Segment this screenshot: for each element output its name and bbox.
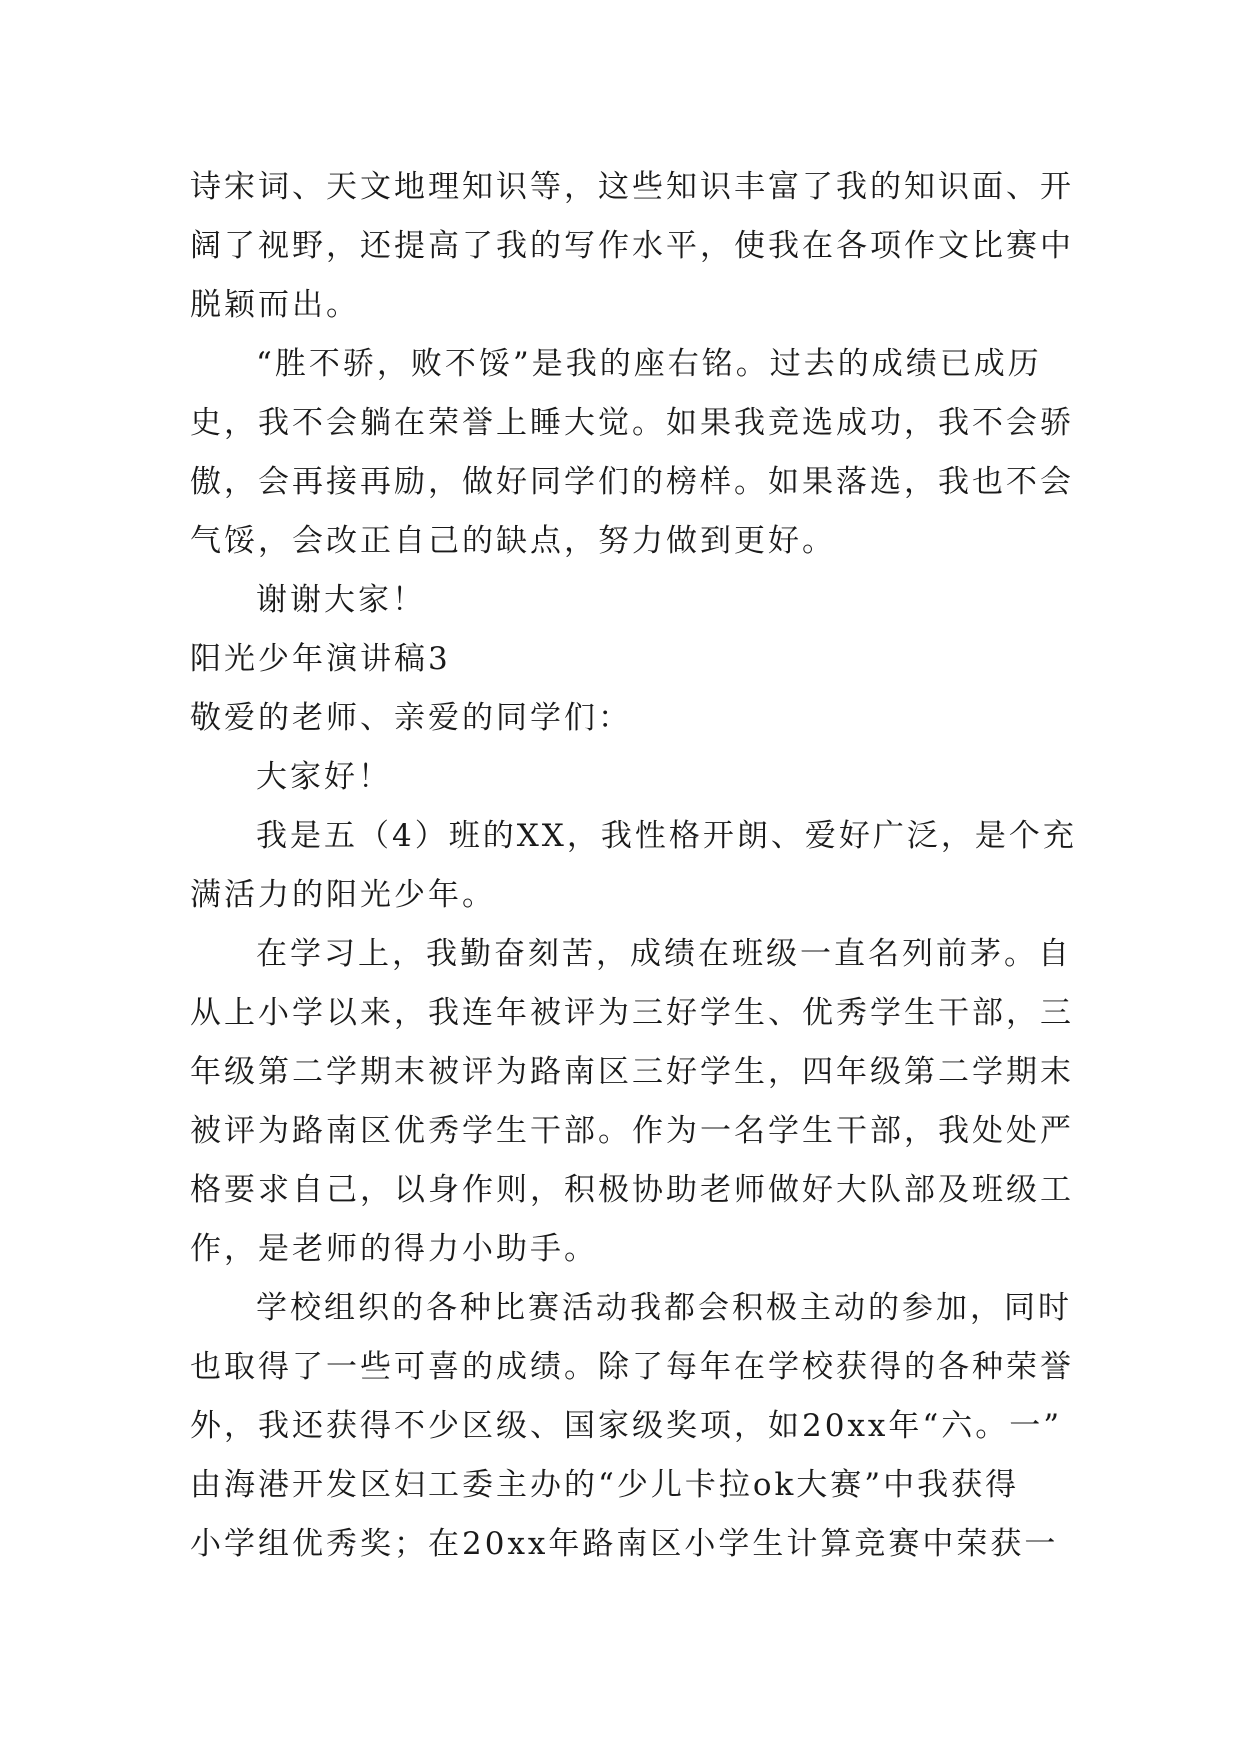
text-line: 诗宋词、天文地理知识等，这些知识丰富了我的知识面、开 — [190, 169, 1074, 205]
text-line: 阳光少年演讲稿3 — [190, 641, 451, 677]
text-line: 也取得了一些可喜的成绩。除了每年在学校获得的各种荣誉 — [190, 1349, 1074, 1385]
text-line: 小学组优秀奖；在20xx年路南区小学生计算竞赛中荣获一 — [190, 1526, 1059, 1562]
greeting — [190, 748, 1060, 807]
text-line: 学校组织的各种比赛活动我都会积极主动的参加，同时 — [256, 1290, 1072, 1326]
text-line: “胜不骄，败不馁”是我的座右铭。过去的成绩已成历 — [256, 346, 1042, 382]
text-line: 谢谢大家！ — [256, 582, 426, 618]
text-line: 傲，会再接再励，做好同学们的榜样。如果落选，我也不会 — [190, 464, 1074, 500]
paragraph — [190, 335, 1074, 571]
text-line: 由海港开发区妇工委主办的“少儿卡拉ok大赛”中我获得 — [190, 1467, 1020, 1503]
document-body — [190, 158, 1077, 1574]
paragraph — [190, 807, 1077, 925]
text-line: 满活力的阳光少年。 — [190, 877, 496, 913]
text-line: 敬爱的老师、亲爱的同学们： — [190, 700, 632, 736]
salutation — [190, 689, 1060, 748]
closing-thanks — [190, 571, 1060, 630]
text-line: 被评为路南区优秀学生干部。作为一名学生干部，我处处严 — [190, 1113, 1074, 1149]
text-line: 史，我不会躺在荣誉上睡大觉。如果我竞选成功，我不会骄 — [190, 405, 1074, 441]
text-line: 在学习上，我勤奋刻苦，成绩在班级一直名列前茅。自 — [256, 936, 1072, 972]
paragraph — [190, 925, 1074, 1279]
paragraph — [190, 158, 1074, 335]
text-line: 阔了视野，还提高了我的写作水平，使我在各项作文比赛中 — [190, 228, 1074, 264]
text-line: 大家好！ — [256, 759, 392, 795]
text-line: 外，我还获得不少区级、国家级奖项，如20xx年“六。一” — [190, 1408, 1063, 1444]
text-line: 从上小学以来，我连年被评为三好学生、优秀学生干部，三 — [190, 995, 1074, 1031]
text-line: 作，是老师的得力小助手。 — [190, 1231, 598, 1267]
text-line: 气馁，会改正自己的缺点，努力做到更好。 — [190, 523, 836, 559]
text-line: 脱颖而出。 — [190, 287, 360, 323]
text-line: 年级第二学期末被评为路南区三好学生，四年级第二学期末 — [190, 1054, 1074, 1090]
section-title — [190, 630, 1060, 689]
text-line: 格要求自己，以身作则，积极协助老师做好大队部及班级工 — [190, 1172, 1074, 1208]
paragraph — [190, 1279, 1074, 1574]
text-line: 我是五（4）班的XX，我性格开朗、爱好广泛，是个充 — [256, 818, 1077, 854]
